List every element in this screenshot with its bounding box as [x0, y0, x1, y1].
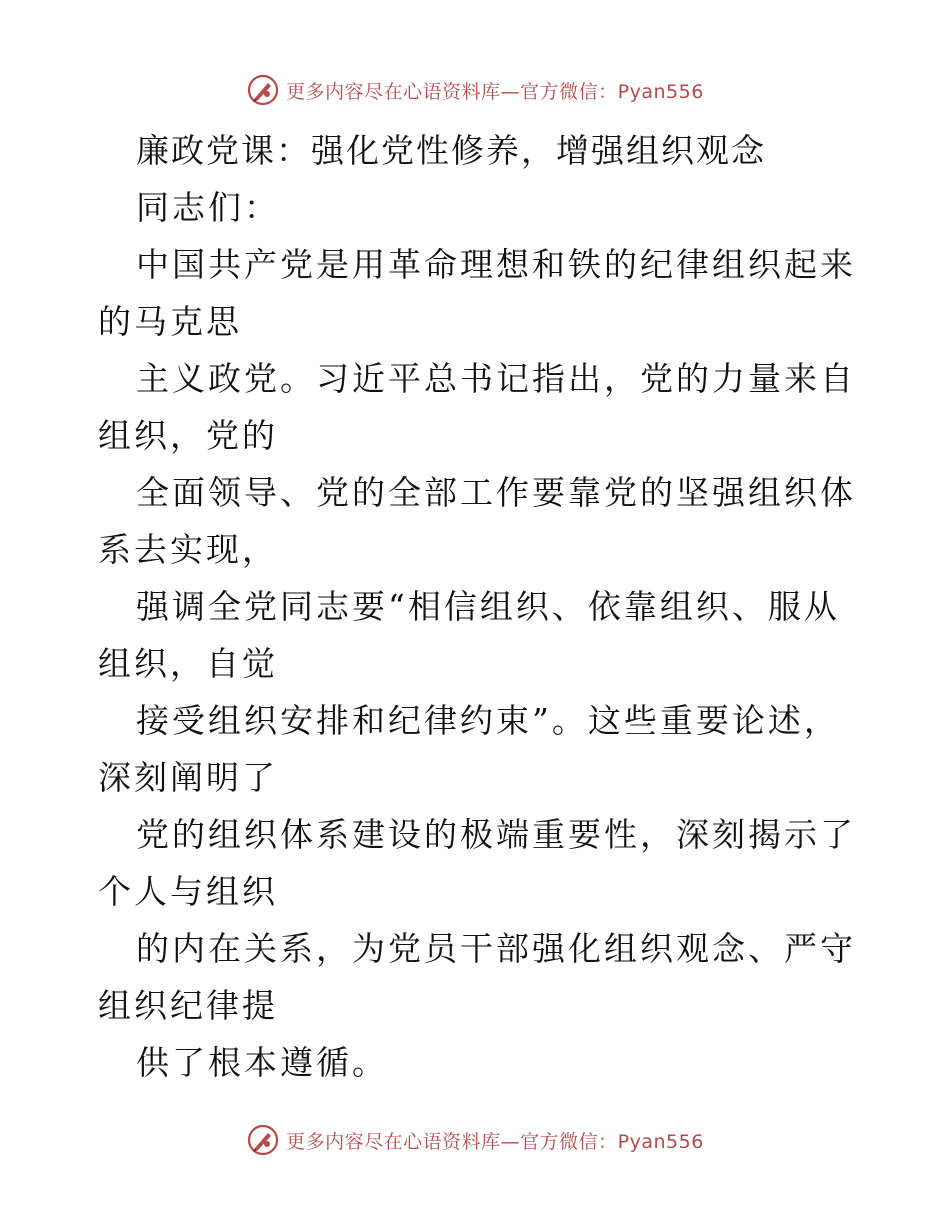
pen-logo-icon	[246, 1123, 280, 1157]
greeting: 同志们：	[136, 188, 280, 227]
paragraph-line: 党的组织体系建设的极端重要性，深刻揭示了个人与组织	[98, 815, 856, 911]
header-banner-text: 更多内容尽在心语资料库—官方微信：Pyan556	[286, 80, 704, 103]
paragraph-line: 主义政党。习近平总书记指出，党的力量来自组织，党的	[98, 359, 856, 455]
paragraph-line: 中国共产党是用革命理想和铁的纪律组织起来的马克思	[98, 245, 856, 341]
header-banner	[0, 70, 950, 110]
paragraph-line: 的内在关系，为党员干部强化组织观念、严守组织纪律提	[98, 929, 856, 1025]
document-title: 廉政党课：强化党性修养，增强组织观念	[136, 131, 766, 170]
footer-banner-text: 更多内容尽在心语资料库—官方微信：Pyan556	[286, 1130, 704, 1153]
paragraph-line: 全面领导、党的全部工作要靠党的坚强组织体系去实现，	[98, 473, 856, 569]
paragraph-line: 强调全党同志要“相信组织、依靠组织、服从组织，自觉	[98, 587, 840, 683]
document-body	[98, 122, 858, 1091]
paragraph-line: 供了根本遵循。	[136, 1043, 388, 1082]
paragraph-line: 接受组织安排和纪律约束”。这些重要论述，深刻阐明了	[98, 701, 840, 797]
pen-logo-icon	[246, 73, 280, 107]
footer-banner	[0, 1120, 950, 1160]
